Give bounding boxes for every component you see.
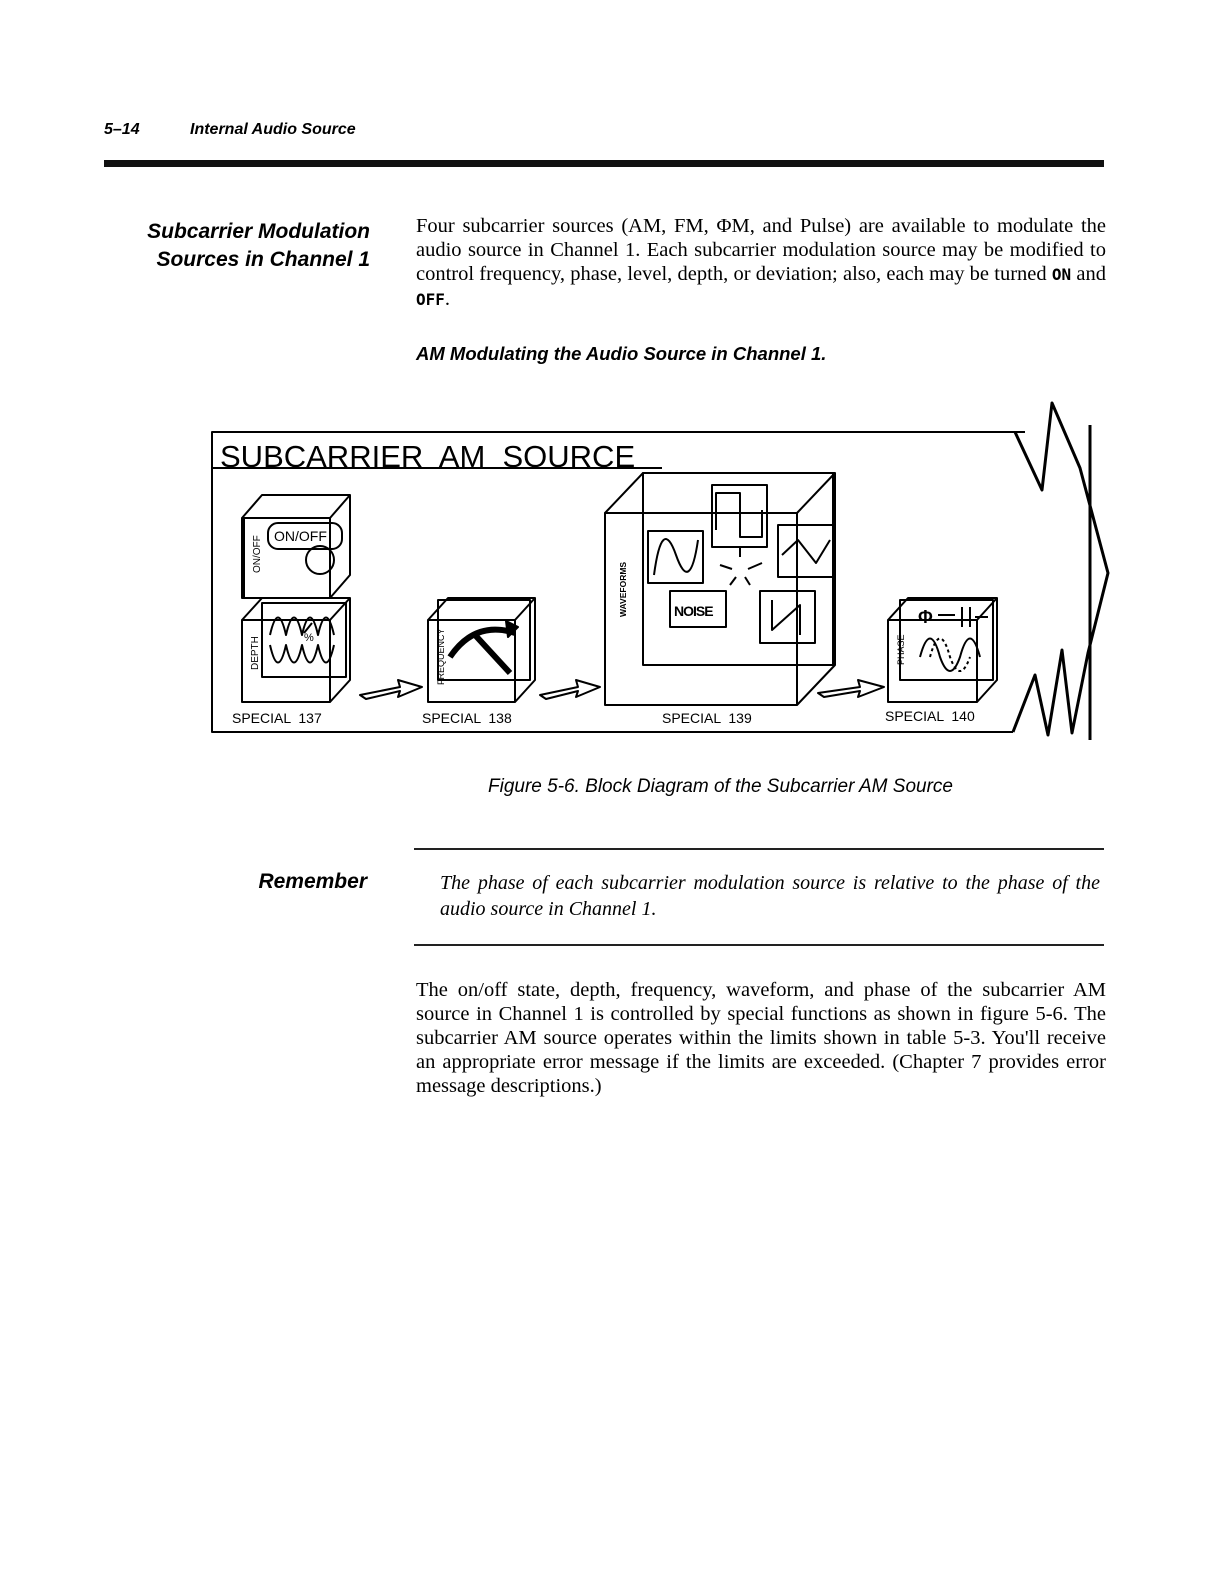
- intro-end: .: [444, 288, 451, 310]
- waveforms-block: [605, 473, 835, 705]
- body-paragraph: The on/off state, depth, frequency, waveform, and phase of the subcarrier AM source in Channel 1 is controlled by special functions as shown in figure 5-6. The subcarrier AM source operates within the limits shown in table 5-3. You'll receive an appropriate error message if the limits are exceeded. (Chapter 7 provides error message descriptions.): [416, 979, 1106, 1097]
- depth-side-label: DEPTH: [250, 636, 261, 670]
- special-140: SPECIAL 140: [885, 708, 975, 724]
- intro-text: Four subcarrier sources (AM, FM, ΦM, and Pulse) are available to modulate the audio source in Channel 1. Each subcarrier modulation source may be modified to control frequency, phase, level, depth, or deviation; also, each may be turned: [416, 215, 1106, 285]
- figure-caption: Figure 5-6. Block Diagram of the Subcarrier AM Source: [488, 776, 953, 797]
- subheading: AM Modulating the Audio Source in Channel 1.: [416, 343, 827, 364]
- percent-label: %: [304, 632, 314, 644]
- side-heading-line-1: Subcarrier Modulation: [147, 220, 370, 243]
- remember-label: Remember: [258, 870, 367, 893]
- frequency-side-label: FREQUENCY: [436, 628, 446, 685]
- remember-top-rule: [414, 848, 1104, 850]
- intro-and: and: [1071, 263, 1106, 285]
- page-number: 5–14: [104, 121, 140, 138]
- on-off-side-label: ON/OFF: [252, 535, 263, 573]
- special-138: SPECIAL 138: [422, 710, 512, 726]
- section-title: Internal Audio Source: [190, 121, 356, 138]
- special-139: SPECIAL 139: [662, 710, 752, 726]
- side-heading-line-2: Sources in Channel 1: [156, 248, 370, 271]
- side-heading: [104, 218, 370, 274]
- flow-arrow-2: [540, 680, 600, 699]
- page-header: [104, 121, 356, 139]
- off-keyword: OFF: [416, 290, 445, 309]
- remember-bottom-rule: [414, 944, 1104, 946]
- noise-label: NOISE: [674, 603, 713, 619]
- on-off-button-label: ON/OFF: [274, 528, 327, 544]
- on-keyword: ON: [1051, 265, 1072, 284]
- flow-arrow-3: [818, 680, 884, 697]
- flow-arrow-1: [360, 680, 422, 699]
- diagram-title: SUBCARRIER AM SOURCE: [220, 439, 636, 474]
- right-arrow-head: [1013, 403, 1108, 735]
- header-rule: [104, 160, 1104, 167]
- phi-label: Φ: [918, 607, 933, 627]
- waveforms-side-label: WAVEFORMS: [618, 561, 628, 617]
- phase-side-label: PHASE: [896, 634, 906, 665]
- intro-paragraph: [416, 214, 1106, 312]
- block-diagram: [200, 395, 1120, 755]
- special-137: SPECIAL 137: [232, 710, 322, 726]
- remember-text: The phase of each subcarrier modulation source is relative to the phase of the audio source in Channel 1.: [440, 872, 1100, 920]
